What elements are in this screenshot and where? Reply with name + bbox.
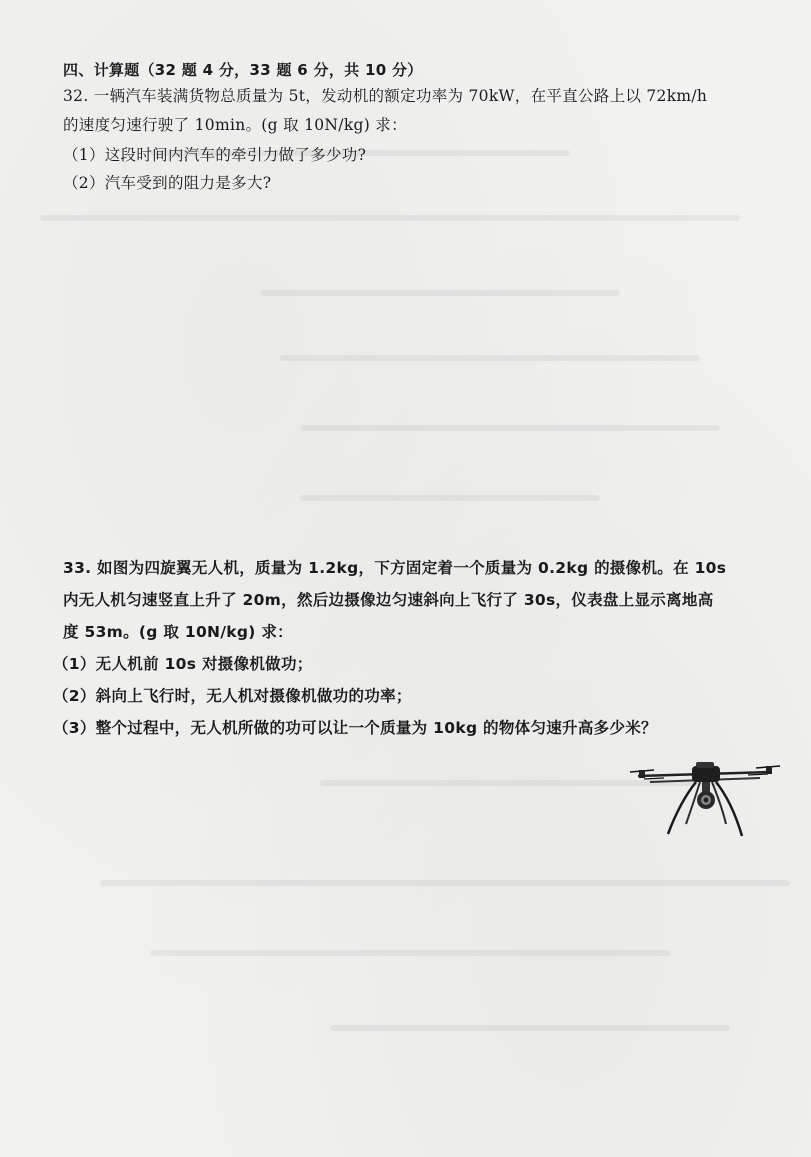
bleed-through-mark <box>260 290 620 296</box>
q33-sub-2: （2）斜向上飞行时，无人机对摄像机做功的功率； <box>53 687 412 705</box>
bleed-through-mark <box>280 355 700 361</box>
quadcopter-drone-icon <box>630 752 780 842</box>
bleed-through-mark <box>150 950 670 956</box>
q32-sub-2: （2）汽车受到的阻力是多大? <box>63 174 272 192</box>
q33-line-1: 33. 如图为四旋翼无人机，质量为 1.2kg，下方固定着一个质量为 0.2kg 的摄像机。在 10s <box>63 559 727 577</box>
q32-line-2: 的速度匀速行驶了 10min。(g 取 10N/kg) 求： <box>63 116 407 134</box>
q33-sub-1: （1）无人机前 10s 对摄像机做功； <box>53 655 313 673</box>
q32-sub-1: （1）这段时间内汽车的牵引力做了多少功? <box>63 146 367 164</box>
q33-line-3: 度 53m。(g 取 10N/kg) 求： <box>63 623 293 641</box>
bleed-through-mark <box>100 880 790 886</box>
q33-line-2: 内无人机匀速竖直上升了 20m，然后边摄像边匀速斜向上飞行了 30s，仪表盘上显示离地高 <box>63 591 714 609</box>
bleed-through-mark <box>40 215 740 221</box>
q32-line-1: 32. 一辆汽车装满货物总质量为 5t，发动机的额定功率为 70kW，在平直公路上以 72km/h <box>63 87 708 105</box>
bleed-through-mark <box>330 1025 730 1031</box>
bleed-through-mark <box>300 425 720 431</box>
bleed-through-mark <box>300 495 600 501</box>
section-title: 四、计算题（32 题 4 分，33 题 6 分，共 10 分） <box>63 61 423 79</box>
q33-sub-3: （3）整个过程中，无人机所做的功可以让一个质量为 10kg 的物体匀速升高多少米？ <box>53 719 657 737</box>
